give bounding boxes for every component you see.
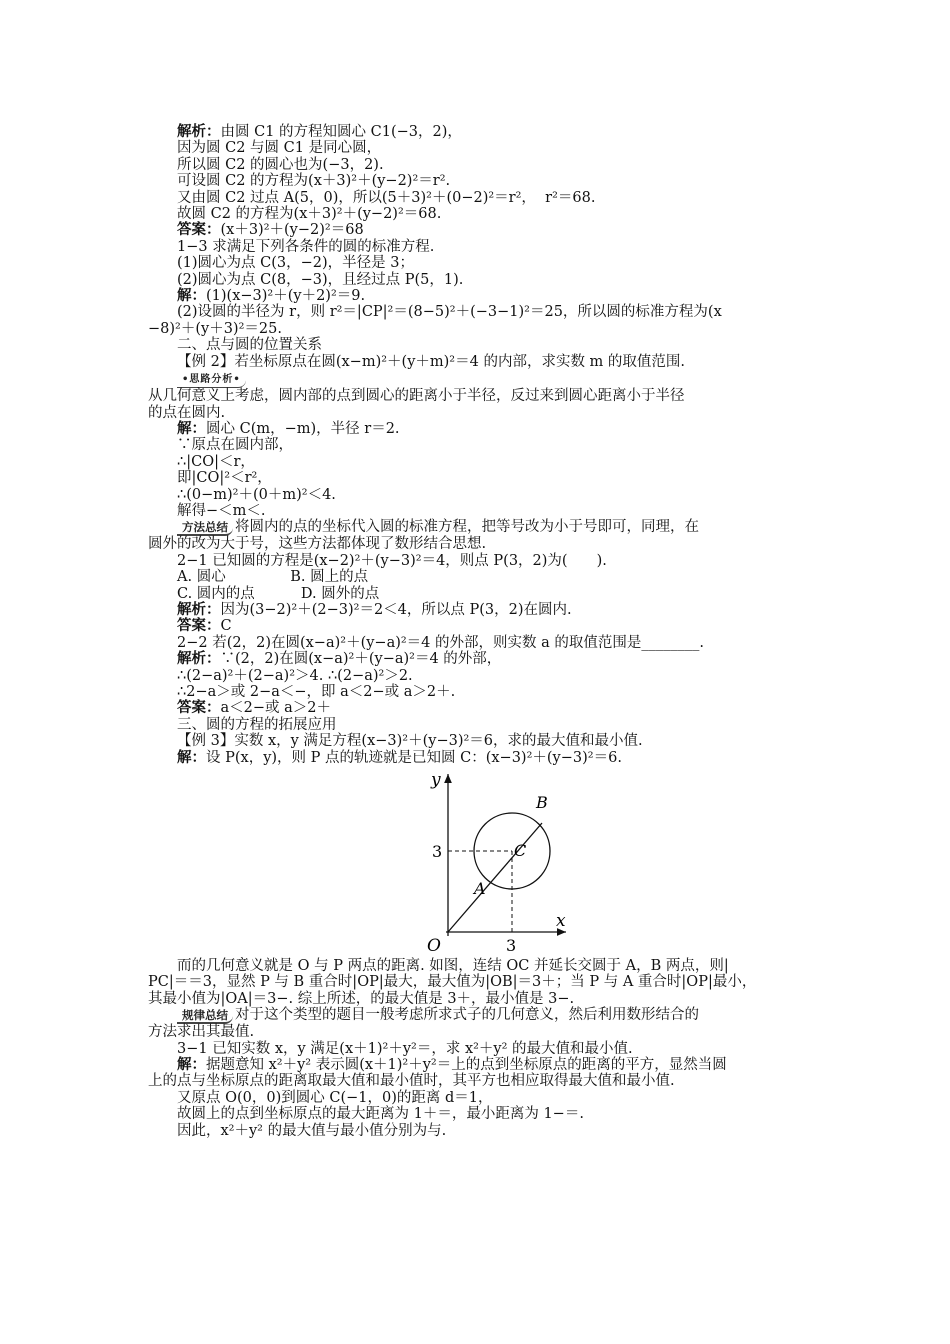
line-text: 又原点 O(0，0)到圆心 C(−1，0)的距离 d＝1， <box>177 1089 493 1106</box>
line-text: 由圆 C1 的方程知圆心 C1(−3，2)， <box>220 124 462 140</box>
line-text: (1)(x−3)²＋(y＋2)²＝9. <box>206 288 366 305</box>
line-text: a＜2−或 a＞2＋ <box>220 700 331 717</box>
line-text: 故圆上的点到坐标原点的最大距离为 1＋＝，最小距离为 1−＝. <box>177 1106 584 1123</box>
line-text: 又由圆 C2 过点 A(5，0)，所以(5＋3)²＋(0−2)²＝r²， r²＝68. <box>177 189 596 206</box>
line-text: 三、圆的方程的拓展应用 <box>177 716 337 733</box>
line-text: ∵(2，2)在圆(x−a)²＋(y−a)²＝4 的外部， <box>220 651 502 668</box>
line-text: 二、点与圆的位置关系 <box>177 337 322 354</box>
text-line <box>148 370 808 388</box>
text-line <box>148 1106 808 1122</box>
text-line <box>148 536 808 552</box>
text-line <box>148 733 808 749</box>
section-tag: 方法总结 <box>177 520 233 536</box>
axis-y-label: y <box>431 770 441 791</box>
line-text: (2)设圆的半径为 r，则 r²＝|CP|²＝(8−5)²＋(−3−1)²＝25，所以圆的标准方程为(x <box>177 304 722 321</box>
text-line <box>148 668 808 684</box>
line-text: 因此，x²＋y² 的最大值与最小值分别为与. <box>177 1122 447 1139</box>
line-label: 解析： <box>177 600 221 618</box>
document-body <box>148 124 808 1139</box>
section-tag: •思路分析• <box>177 373 246 388</box>
text-line <box>148 519 808 536</box>
text-line <box>148 1090 808 1106</box>
text-line <box>148 337 808 353</box>
line-label: 解： <box>177 287 206 305</box>
line-text: 1−3 求满足下列各条件的圆的标准方程. <box>177 238 435 255</box>
point-b-label: B <box>536 793 548 813</box>
line-text: 从几何意义上考虑，圆内部的点到圆心的距离小于半径，反过来到圆心距离小于半径 <box>148 388 685 405</box>
line-text: 所以圆 C2 的圆心也为(−3，2). <box>177 156 384 173</box>
text-line <box>148 503 808 519</box>
text-line <box>148 405 808 421</box>
line-text: 上的点与坐标原点的距离取最大值和最小值时，其平方也相应取得最大值和最小值. <box>148 1073 675 1090</box>
text-line <box>148 958 808 974</box>
text-line <box>148 255 808 271</box>
text-line <box>148 157 808 173</box>
text-line <box>148 750 808 766</box>
line-text: 【例 3】实数 x，y 满足方程(x−3)²＋(y−3)²＝6，求的最大值和最小值. <box>177 733 643 750</box>
section-tag: 规律总结 <box>177 1008 233 1024</box>
text-line <box>148 635 808 651</box>
line-text: C <box>220 618 232 635</box>
line-ob <box>448 823 542 932</box>
line-text: 将圆内的点的坐标代入圆的标准方程，把等号改为小于号即可，同理，在 <box>235 519 699 536</box>
line-text: A. 圆心 B. 圆上的点 <box>177 569 369 586</box>
text-line <box>148 684 808 700</box>
line-text: 设 P(x，y)，则 P 点的轨迹就是已知圆 C：(x−3)²＋(y−3)²＝6. <box>206 749 622 766</box>
line-text: (1)圆心为点 C(3，−2)，半径是 3； <box>177 255 414 272</box>
text-line <box>148 173 808 189</box>
line-text: 【例 2】若坐标原点在圆(x−m)²＋(y＋m)²＝4 的内部，求实数 m 的取值范围. <box>177 353 686 370</box>
text-line <box>148 388 808 404</box>
line-text: (x＋3)²＋(y−2)²＝68 <box>220 222 364 239</box>
text-line <box>148 288 808 304</box>
line-text: ∴|CO|＜r， <box>177 453 255 470</box>
text-line <box>148 991 808 1007</box>
text-line <box>148 618 808 634</box>
line-text: 方法求出其最值. <box>148 1024 255 1041</box>
line-label: 答案： <box>177 221 221 239</box>
line-text: −8)²＋(y＋3)²＝25. <box>148 320 282 337</box>
line-label: 答案： <box>177 617 221 635</box>
text-line <box>148 1024 808 1040</box>
text-line <box>148 437 808 453</box>
coordinate-diagram <box>418 768 570 954</box>
text-line <box>148 222 808 238</box>
line-label: 解析： <box>177 123 221 140</box>
text-line <box>148 1007 808 1024</box>
text-line <box>148 602 808 618</box>
text-line <box>148 354 808 370</box>
line-text: 故圆 C2 的方程为(x＋3)²＋(y−2)²＝68. <box>177 206 442 223</box>
text-line <box>148 487 808 503</box>
text-line <box>148 140 808 156</box>
point-a-label: A <box>474 879 486 899</box>
line-label: 解： <box>177 419 206 437</box>
line-text: C. 圆内的点 D. 圆外的点 <box>177 585 380 602</box>
text-line <box>148 1123 808 1139</box>
text-line <box>148 304 808 320</box>
text-line <box>148 651 808 667</box>
text-line <box>148 206 808 222</box>
text-line <box>148 190 808 206</box>
line-text: 3−1 已知实数 x，y 满足(x＋1)²＋y²＝，求 x²＋y² 的最大值和最小值. <box>177 1040 633 1057</box>
text-line <box>148 1057 808 1073</box>
text-line <box>148 569 808 585</box>
line-text: 因为(3−2)²＋(2−3)²＝2＜4，所以点 P(3，2)在圆内. <box>220 601 572 618</box>
tick-x-label: 3 <box>506 936 517 955</box>
line-text: 2−1 已知圆的方程是(x−2)²＋(y−3)²＝4，则点 P(3，2)为( ). <box>177 552 607 569</box>
text-line <box>148 321 808 337</box>
text-line <box>148 1073 808 1089</box>
line-text: 圆外的改为大于号，这些方法都体现了数形结合思想. <box>148 536 487 553</box>
line-text: ∵原点在圆内部， <box>177 437 293 454</box>
text-line <box>148 974 808 990</box>
line-text: 的点在圆内. <box>148 404 226 421</box>
text-line <box>148 586 808 602</box>
line-text: 2−2 若(2，2)在圆(x−a)²＋(y−a)²＝4 的外部，则实数 a 的取值范围是________. <box>177 634 704 651</box>
line-text: (2)圆心为点 C(8，−3)，且经过点 P(5，1). <box>177 271 464 288</box>
axis-x-label: x <box>556 911 566 932</box>
line-text: 解得−＜m＜. <box>177 502 266 519</box>
circle-figure <box>148 768 808 956</box>
line-text: 即|CO|²＜r²， <box>177 470 272 487</box>
line-label: 答案： <box>177 699 221 717</box>
text-line <box>148 700 808 716</box>
line-text: 可设圆 C2 的方程为(x＋3)²＋(y−2)²＝r². <box>177 173 451 190</box>
line-text: ∴(2−a)²＋(2−a)²＞4. ∴(2−a)²＞2. <box>177 667 413 684</box>
tick-y-label: 3 <box>432 842 443 862</box>
line-text: 因为圆 C2 与圆 C1 是同心圆， <box>177 140 382 157</box>
line-text: 圆心 C(m，−m)，半径 r＝2. <box>206 420 400 437</box>
text-line <box>148 1041 808 1057</box>
line-text: 对于这个类型的题目一般考虑所求式子的几何意义，然后利用数形结合的 <box>235 1007 699 1024</box>
text-line <box>148 239 808 255</box>
line-text: 据题意知 x²＋y² 表示圆(x＋1)²＋y²＝上的点到坐标原点的距离的平方，显然当圆 <box>206 1057 727 1074</box>
line-text: ∴2−a＞或 2−a＜−，即 a＜2−或 a＞2＋. <box>177 684 456 700</box>
text-line <box>148 272 808 288</box>
line-text: ∴(0−m)²＋(0＋m)²＜4. <box>177 486 336 503</box>
text-block-lower <box>148 958 808 1139</box>
line-label: 解： <box>177 748 206 766</box>
line-label: 解析： <box>177 650 221 668</box>
text-line <box>148 470 808 486</box>
line-label: 解： <box>177 1056 206 1074</box>
text-line <box>148 454 808 470</box>
text-line <box>148 421 808 437</box>
text-line <box>148 124 808 140</box>
text-line <box>148 717 808 733</box>
text-block-upper <box>148 124 808 766</box>
point-c-label: C <box>514 841 527 861</box>
line-text: 其最小值为|OA|＝3−. 综上所述，的最大值是 3＋，最小值是 3−. <box>148 990 575 1007</box>
text-line <box>148 553 808 569</box>
line-text: PC|＝＝3，显然 P 与 B 重合时|OP|最大，最大值为|OB|＝3＋；当 P 与 A 重合时|OP|最小， <box>148 974 757 991</box>
origin-label: O <box>427 936 441 955</box>
line-text: 而的几何意义就是 O 与 P 两点的距离. 如图，连结 OC 并延长交圆于 A，B 两点，则| <box>177 958 729 975</box>
